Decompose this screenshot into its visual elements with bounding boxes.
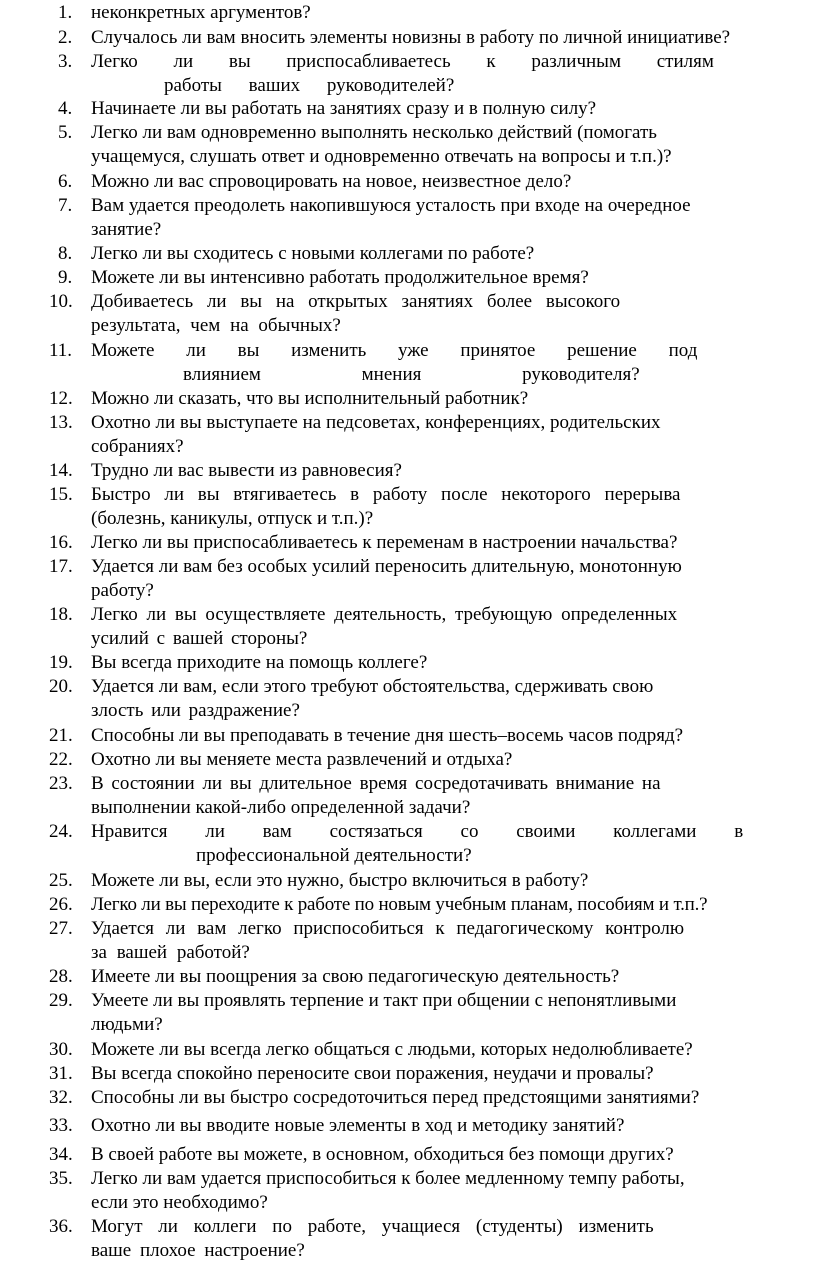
- question-text: неконкретных аргументов?: [91, 2, 311, 23]
- question-text-line-2: влиянием мнения руководителя?: [183, 363, 640, 385]
- question-text: Способны ли вы быстро сосредоточиться перед предстоящими занятиями?: [91, 1087, 700, 1108]
- question-text: Имеете ли вы поощрения за свою педагогическую деятельность?: [91, 966, 620, 987]
- question-number: 4.: [58, 98, 73, 119]
- question-text-line-1: Удается ли вам легко приспособиться к педагогическому контролю: [91, 918, 685, 939]
- question-text-line-1: Нравится ли вам состязаться со своими коллегами в: [91, 821, 744, 842]
- question-number: 23.: [49, 773, 73, 794]
- question-text-line-2: (болезнь, каникулы, отпуск и т.п.)?: [91, 507, 374, 529]
- question-text: Вы всегда спокойно переносите свои поражения, неудачи и провалы?: [91, 1063, 654, 1084]
- question-number: 29.: [49, 990, 73, 1011]
- question-number: 34.: [49, 1144, 73, 1165]
- question-text: Трудно ли вас вывести из равновесия?: [91, 460, 402, 481]
- question-number: 11.: [49, 340, 73, 361]
- question-text: Можете ли вы интенсивно работать продолжительное время?: [91, 267, 589, 288]
- question-text: Легко ли вы переходите к работе по новым учебным планам, пособиям и т.п.?: [91, 894, 708, 915]
- question-text-line-1: Легко ли вам одновременно выполнять несколько действий (помогать: [91, 122, 657, 143]
- question-text: Охотно ли вы вводите новые элементы в ход и методику занятий?: [91, 1115, 625, 1136]
- question-text: [91, 50, 714, 74]
- question-number: 3.: [58, 51, 73, 72]
- question-text: В своей работе вы можете, в основном, обходиться без помощи других?: [91, 1144, 674, 1165]
- question-text-line-1: Вам удается преодолеть накопившуюся усталость при входе на очередное: [91, 195, 691, 216]
- question-text-line-1: В состоянии ли вы длительное время сосредотачивать внимание на: [91, 773, 661, 794]
- question-number: 6.: [58, 171, 73, 192]
- question-text: Можно ли вас спровоцировать на новое, неизвестное дело?: [91, 171, 572, 192]
- question-text: Охотно ли вы меняете места развлечений и отдыха?: [91, 749, 513, 770]
- question-number: 13.: [49, 412, 73, 433]
- question-text-line-2: выполнении какой-либо определенной задачи?: [91, 796, 471, 818]
- question-text-line-2: собраниях?: [91, 435, 184, 457]
- question-text-line-2: работы ваших руководителей?: [164, 74, 455, 96]
- question-text: Можно ли сказать, что вы исполнительный работник?: [91, 388, 529, 409]
- question-number: 28.: [49, 966, 73, 987]
- question-text-line-2: за вашей работой?: [91, 941, 250, 963]
- question-text-line-1: Добиваетесь ли вы на открытых занятиях более высокого: [91, 291, 621, 312]
- question-number: 25.: [49, 870, 73, 891]
- question-text-line-2: работу?: [91, 579, 154, 601]
- question-number: 10.: [49, 291, 73, 312]
- question-text-line-2: результата, чем на обычных?: [91, 314, 341, 336]
- question-text-line-2: людьми?: [91, 1013, 163, 1035]
- question-text-line-2: ваше плохое настроение?: [91, 1239, 305, 1261]
- question-text-line-1: Можете ли вы изменить уже принятое решение под: [91, 340, 698, 361]
- question-text-line-1: Быстро ли вы втягиваетесь в работу после некоторого перерыва: [91, 484, 681, 505]
- question-number: 36.: [49, 1216, 73, 1237]
- question-text-line-2: злость или раздражение?: [91, 699, 300, 721]
- question-text: Легко ли вы приспосабливаетесь к переменам в настроении начальства?: [91, 532, 678, 553]
- question-number: 1.: [58, 2, 73, 23]
- question-number: 22.: [49, 749, 73, 770]
- question-text: Можете ли вы, если это нужно, быстро включиться в работу?: [91, 870, 589, 891]
- question-text: Начинаете ли вы работать на занятиях сразу и в полную силу?: [91, 98, 597, 119]
- question-text-line-1: Могут ли коллеги по работе, учащиеся (студенты) изменить: [91, 1216, 654, 1237]
- question-number: 35.: [49, 1168, 73, 1189]
- question-number: 24.: [49, 821, 73, 842]
- question-text-line-1: Легко ли вы осуществляете деятельность, требующую определенных: [91, 604, 678, 625]
- question-text: Вы всегда приходите на помощь коллеге?: [91, 652, 428, 673]
- question-number: 27.: [49, 918, 73, 939]
- question-text-line-2: профессиональной деятельности?: [196, 844, 472, 866]
- question-text-line-1: Удается ли вам, если этого требуют обстоятельства, сдерживать свою: [91, 676, 654, 697]
- question-text-line-2: усилий с вашей стороны?: [91, 627, 308, 649]
- question-text-line-1: Охотно ли вы выступаете на педсоветах, конференциях, родительских: [91, 412, 661, 433]
- question-number: 14.: [49, 460, 73, 481]
- question-number: 32.: [49, 1087, 73, 1108]
- question-text-line-2: если это необходимо?: [91, 1191, 268, 1213]
- question-number: 30.: [49, 1039, 73, 1060]
- question-text: Легко ли вы сходитесь с новыми коллегами по работе?: [91, 243, 535, 264]
- question-number: 5.: [58, 122, 73, 143]
- question-number: 33.: [49, 1115, 73, 1136]
- question-number: 21.: [49, 725, 73, 746]
- question-number: 17.: [49, 556, 73, 577]
- question-number: 12.: [49, 388, 73, 409]
- question-number: 7.: [58, 195, 73, 216]
- question-number: 19.: [49, 652, 73, 673]
- question-number: 26.: [49, 894, 73, 915]
- question-text-line-1: Удается ли вам без особых усилий переносить длительную, монотонную: [91, 556, 682, 577]
- question-text: Можете ли вы всегда легко общаться с людьми, которых недолюбливаете?: [91, 1039, 693, 1060]
- question-number: 9.: [58, 267, 73, 288]
- question-text-line-2: занятие?: [91, 218, 162, 240]
- question-text: Способны ли вы преподавать в течение дня шесть–восемь часов подряд?: [91, 725, 684, 746]
- question-text-line-1: Умеете ли вы проявлять терпение и такт при общении с непонятливыми: [91, 990, 677, 1011]
- question-number: 31.: [49, 1063, 73, 1084]
- question-number: 20.: [49, 676, 73, 697]
- question-number: 8.: [58, 243, 73, 264]
- question-text: Случалось ли вам вносить элементы новизны в работу по личной инициативе?: [91, 27, 731, 48]
- question-number: 16.: [49, 532, 73, 553]
- question-number: 2.: [58, 27, 73, 48]
- question-number: 15.: [49, 484, 73, 505]
- question-text-line-1: Легко ли вы приспосабливаетесь к различным стилям: [91, 51, 714, 72]
- question-text-line-1: Легко ли вам удается приспособиться к более медленному темпу работы,: [91, 1168, 685, 1189]
- question-number: 18.: [49, 604, 73, 625]
- question-text-line-2: учащемуся, слушать ответ и одновременно отвечать на вопросы и т.п.)?: [91, 145, 672, 167]
